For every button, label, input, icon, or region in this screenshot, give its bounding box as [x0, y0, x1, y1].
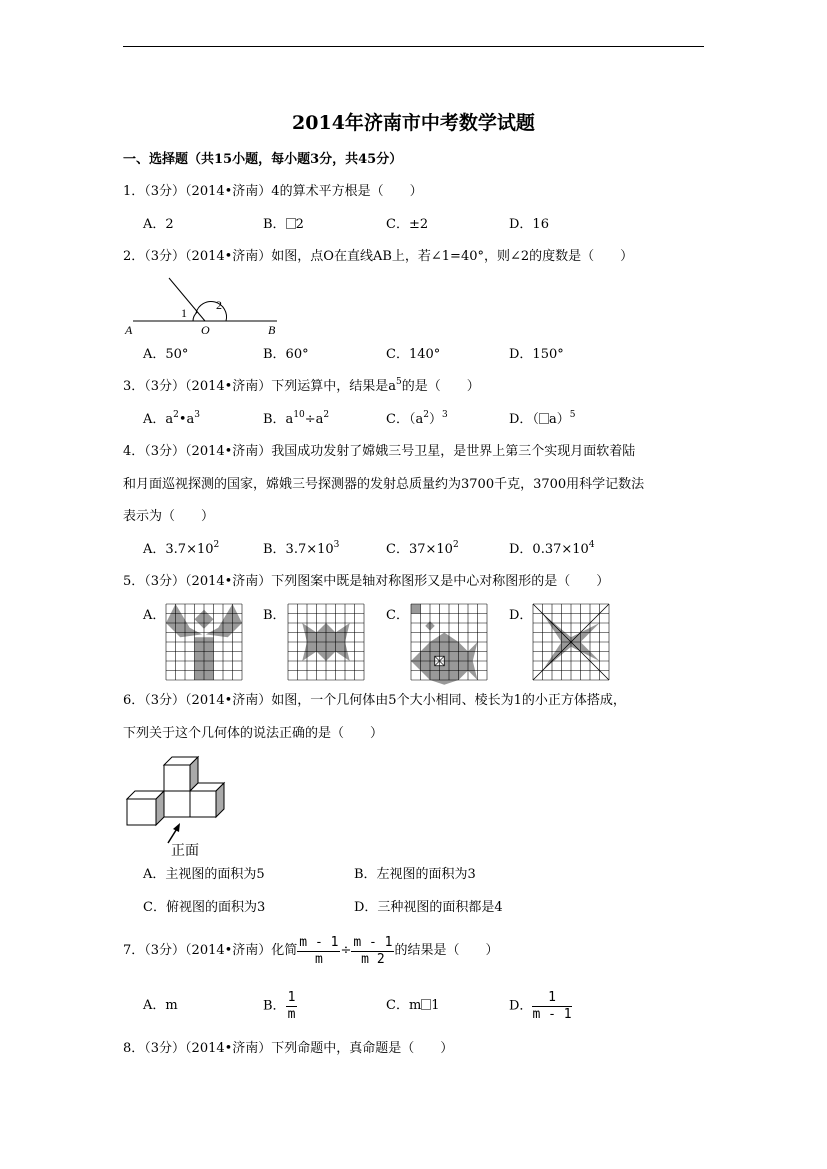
q3-option-a: A．$a^2•a^3$	[143, 410, 201, 427]
q4-stem-line2: 和月面巡视探测的国家，嫦娥三号探测器的发射总质量约为3700千克，3700用科学记数法	[123, 477, 645, 492]
angle-2-label: 2	[216, 298, 222, 312]
q1-option-d: D．16	[509, 217, 549, 232]
q7-option-b: B． $\frac{1}{m}$	[263, 990, 296, 1022]
q7-fraction-2: $\frac{m - 1}{m 2}$	[353, 935, 393, 967]
q1-stem: 1．（3分）（2014•济南）4的算术平方根是（ ）	[123, 184, 423, 199]
q7-option-a: A．m	[143, 998, 178, 1013]
q5-option-c-label: C．	[386, 608, 409, 623]
q6-option-d: D．三种视图的面积都是4	[354, 900, 503, 915]
header-rule	[123, 46, 704, 47]
q4-stem-line3: 表示为（ ）	[123, 509, 215, 524]
q6-stem-line2: 下列关于这个几何体的说法正确的是（ ）	[123, 726, 384, 741]
q1-option-c: C．±2	[386, 217, 429, 232]
q4-option-a: A．$3.7\times 10^2$	[143, 540, 220, 557]
q2-option-d: D．150°	[509, 347, 564, 362]
q5-option-b-label: B．	[263, 608, 286, 623]
q6-cubes-figure	[124, 755, 234, 860]
missing-glyph-icon	[421, 999, 431, 1010]
q5-stem: 5．（3分）（2014•济南）下列图案中既是轴对称图形又是中心对称图形的是（ ）	[123, 574, 610, 589]
q2-angle-figure	[125, 272, 285, 342]
q4-option-d: D．$0.37\times 10^4$	[509, 540, 595, 557]
point-a-label: A	[125, 323, 133, 337]
q2-stem: 2．（3分）（2014•济南）如图，点O在直线AB上，若∠1=40°，则∠2的度数是（ ）	[123, 249, 634, 264]
q6-stem-line1: 6．（3分）（2014•济南）如图，一个几何体由5个大小相同、棱长为1的小正方体搭成，	[123, 693, 626, 708]
front-view-label: 正面	[171, 843, 199, 859]
q3-option-c: C．$(a^2)^3$	[386, 410, 448, 427]
q3-option-b: B．$a^{10}\div a^2$	[263, 410, 330, 427]
q7-option-b-fraction: $\frac{1}{m}$	[287, 990, 296, 1022]
point-o-label: O	[201, 323, 210, 337]
page-title: 2014年济南市中考数学试题	[292, 112, 535, 134]
q6-option-c: C．俯视图的面积为3	[143, 900, 266, 915]
angle-1-label: 1	[181, 306, 187, 320]
q5-option-d-label: D．	[509, 608, 533, 623]
q7-option-c: C．m 1	[386, 998, 440, 1013]
q7-option-d-fraction: $\frac{1}{m - 1}$	[532, 990, 572, 1022]
q5-option-a-label: A．	[143, 608, 166, 623]
point-b-label: B	[268, 323, 276, 337]
q5-pattern-d	[533, 604, 609, 680]
q1-option-b: B． 2	[263, 217, 304, 232]
q7-fraction-1: $\frac{m - 1}{m}$	[299, 935, 339, 967]
q2-option-c: C．140°	[386, 347, 441, 362]
q7-stem: 7．（3分）（2014•济南）化简 $\frac{m - 1}{m}$ ÷ $\frac{m - 1}{m 2}$ 的结果是（ ）	[123, 935, 499, 967]
q5-pattern-b	[288, 604, 364, 680]
q7-option-d: D． $\frac{1}{m - 1}$	[509, 990, 572, 1022]
q5-pattern-a	[166, 604, 242, 680]
missing-glyph-icon	[286, 218, 296, 229]
q4-stem-line1: 4．（3分）（2014•济南）我国成功发射了嫦娥三号卫星，是世界上第三个实现月面软着陆	[123, 444, 636, 459]
q4-option-c: C．$37\times 10^2$	[386, 540, 459, 557]
section-heading: 一、选择题（共15小题，每小题3分，共45分）	[123, 152, 403, 167]
missing-glyph-icon	[539, 413, 549, 424]
q3-option-d: D．（ a）$^5$	[509, 410, 576, 427]
q6-option-b: B．左视图的面积为3	[354, 867, 476, 882]
q5-pattern-c	[411, 604, 487, 680]
q3-stem: 3．（3分）（2014•济南）下列运算中，结果是$a^5$的是（ ）	[123, 377, 480, 394]
q2-option-a: A．50°	[143, 347, 189, 362]
q6-option-a: A．主视图的面积为5	[143, 867, 265, 882]
q1-option-a: A．2	[143, 217, 174, 232]
q8-stem: 8．（3分）（2014•济南）下列命题中，真命题是（ ）	[123, 1041, 454, 1056]
q2-option-b: B．60°	[263, 347, 309, 362]
q4-option-b: B．$3.7\times 10^3$	[263, 540, 340, 557]
